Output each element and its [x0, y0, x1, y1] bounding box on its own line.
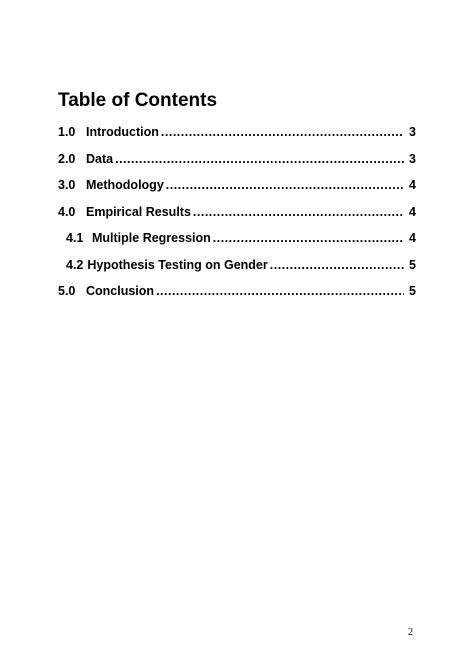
toc-leader-dots — [213, 231, 404, 245]
toc-entry-number: 1.0 — [58, 125, 76, 139]
toc-entry-number: 2.0 — [58, 151, 76, 166]
toc-entry-page: 4 — [409, 204, 416, 219]
toc-title: Table of Contents — [58, 90, 218, 111]
toc-entry-label: Conclusion — [86, 284, 155, 298]
toc-entry-page: 4 — [409, 178, 416, 192]
toc-leader-dots — [270, 258, 404, 272]
toc-entry-introduction[interactable] — [58, 125, 416, 141]
toc-entry-number: 4.0 — [58, 204, 76, 219]
toc-entry-number: 3.0 — [58, 178, 76, 192]
toc-entry-page: 3 — [409, 151, 416, 166]
toc-entry-page: 5 — [409, 257, 416, 272]
toc-entry-number: 5.0 — [58, 284, 76, 298]
toc-entry-methodology[interactable] — [58, 178, 416, 194]
toc-entry-number: 4.1 — [66, 231, 84, 245]
toc-entry-page: 4 — [409, 231, 416, 245]
toc-entry-label: Empirical Results — [86, 204, 191, 219]
toc-leader-dots — [115, 152, 404, 166]
toc-leader-dots — [193, 205, 404, 219]
toc-entry-hypothesis-testing[interactable] — [58, 258, 416, 274]
table-of-contents — [58, 125, 416, 311]
toc-entry-data[interactable] — [58, 152, 416, 168]
toc-entry-page: 3 — [409, 125, 416, 139]
toc-entry-label: Data — [86, 151, 114, 166]
toc-entry-label: Introduction — [86, 125, 159, 139]
toc-leader-dots — [161, 125, 404, 139]
toc-entry-multiple-regression[interactable] — [58, 231, 416, 247]
toc-leader-dots — [156, 284, 404, 298]
toc-entry-page: 5 — [409, 284, 416, 298]
toc-entry-label: Multiple Regression — [92, 231, 211, 245]
toc-entry-label: Methodology — [86, 178, 164, 192]
toc-entry-conclusion[interactable] — [58, 284, 416, 300]
toc-entry-empirical-results[interactable] — [58, 205, 416, 221]
toc-entry-number: 4.2 — [66, 257, 84, 272]
toc-leader-dots — [166, 178, 404, 192]
page-number: 2 — [408, 627, 413, 638]
toc-entry-label: Hypothesis Testing on Gender — [87, 257, 268, 272]
